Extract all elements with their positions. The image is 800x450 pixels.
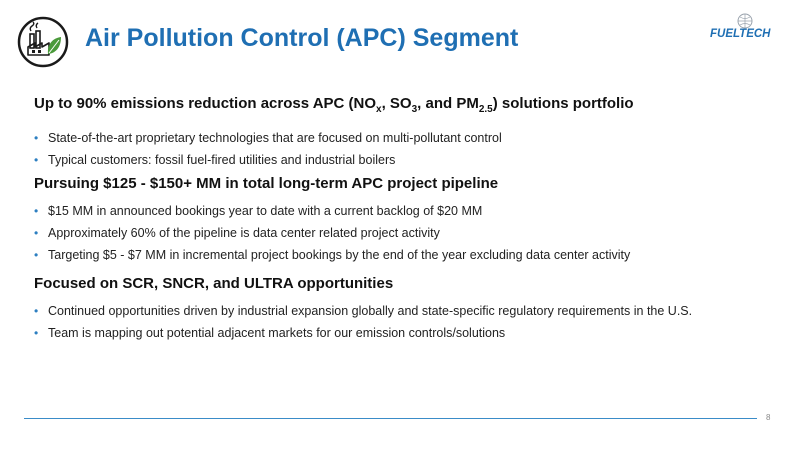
- section-heading: Pursuing $125 - $150+ MM in total long-term APC project pipeline: [34, 175, 499, 192]
- bullet-list: [34, 303, 774, 341]
- bullet-item: • Approximately 60% of the pipeline is data center related project activity: [34, 225, 774, 241]
- section-pipeline: [34, 174, 774, 263]
- bullet-list: [34, 203, 774, 263]
- bullet-item: • Typical customers: fossil fuel-fired utilities and industrial boilers: [34, 152, 774, 168]
- page-title: Air Pollution Control (APC) Segment: [85, 24, 519, 52]
- page-number: 8: [766, 413, 771, 422]
- bullet-list: [34, 130, 774, 168]
- slide-content: [34, 88, 774, 347]
- factory-leaf-icon: [17, 16, 69, 68]
- section-heading: Focused on SCR, SNCR, and ULTRA opportunities: [34, 275, 394, 292]
- bullet-item: • Continued opportunities driven by industrial expansion globally and state-specific regulatory requirements in the U.S.: [34, 303, 774, 319]
- bullet-item: • Targeting $5 - $7 MM in incremental project bookings by the end of the year excluding data center activity: [34, 247, 774, 263]
- bullet-item: • Team is mapping out potential adjacent markets for our emission controls/solutions: [34, 325, 774, 341]
- bullet-item: • $15 MM in announced bookings year to date with a current backlog of $20 MM: [34, 203, 774, 219]
- bullet-item: • State-of-the-art proprietary technologies that are focused on multi-pollutant control: [34, 130, 774, 146]
- section-heading: Up to 90% emissions reduction across APC ($NO_x$, $SO_3$, and $PM_{2.5}$) solutions portfolio: [34, 95, 634, 115]
- logo-text: FUELTECH: [710, 28, 771, 40]
- section-opportunities: [34, 274, 774, 341]
- footer-rule: [24, 418, 757, 419]
- section-emissions: [34, 94, 774, 168]
- fueltech-logo: [708, 12, 788, 42]
